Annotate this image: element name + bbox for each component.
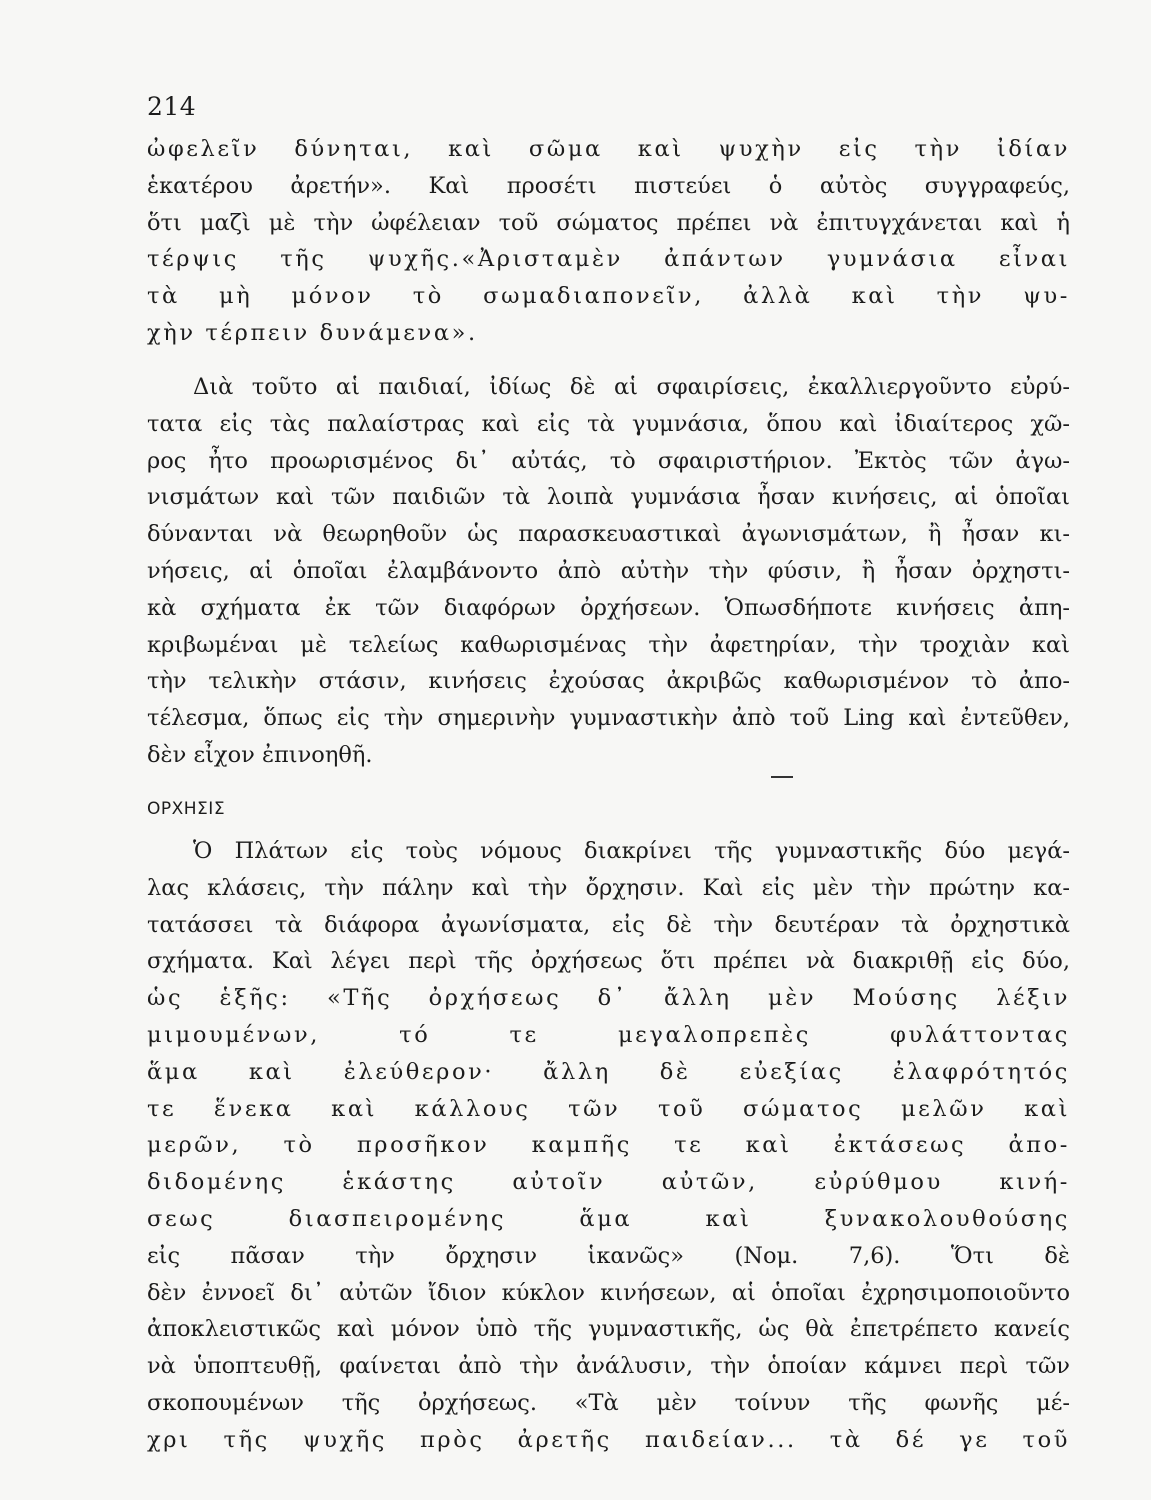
text-line: τέλεσμα, ὅπως εἰς τὴν σημερινὴν γυμναστικὴν ἀπὸ τοῦ Ling καὶ ἐντεῦθεν, bbox=[147, 705, 1070, 732]
text-line: Ὁ Πλάτων εἰς τοὺς νόμους διακρίνει τῆς γυμναστικῆς δύο μεγά- bbox=[193, 838, 1070, 864]
text-line: εἰς πᾶσαν τὴν ὄρχησιν ἱκανῶς» (Νομ. 7,6). Ὅτι δὲ bbox=[147, 1242, 1070, 1269]
text-line: σχήματα. Καὶ λέγει περὶ τῆς ὀρχήσεως ὅτι πρέπει νὰ διακριθῇ εἰς δύο, bbox=[147, 948, 1070, 975]
text-line: τὰ μὴ μόνον τὸ σωμαδιαπονεῖν, ἀλλὰ καὶ τὴν ψυ- bbox=[147, 283, 1070, 310]
section-heading: ΟΡΧΗΣΙΣ bbox=[147, 799, 226, 819]
text-line: διδομένης ἑκάστης αὐτοῖν αὐτῶν, εὐρύθμου κινή- bbox=[147, 1169, 1070, 1196]
text-line: μιμουμένων, τό τε μεγαλοπρεπὲς φυλάττοντας bbox=[147, 1021, 1070, 1048]
text-line: Διὰ τοῦτο αἱ παιδιαί, ἰδίως δὲ αἱ σφαιρίσεις, ἐκαλλιεργοῦντο εὐρύ- bbox=[193, 374, 1070, 400]
text-line: ἅμα καὶ ἐλεύθερον· ἄλλη δὲ εὐεξίας ἐλαφρότητός bbox=[147, 1058, 1070, 1085]
text-line: ὅτι μαζὶ μὲ τὴν ὠφέλειαν τοῦ σώματος πρέπει νὰ ἐπιτυγχάνεται καὶ ἡ bbox=[147, 209, 1070, 236]
text-line: τὴν τελικὴν στάσιν, κινήσεις ἐχούσας ἀκριβῶς καθωρισμένον τὸ ἀπο- bbox=[147, 668, 1070, 695]
text-line: χρι τῆς ψυχῆς πρὸς ἀρετῆς παιδείαν... τὰ δέ γε τοῦ bbox=[147, 1426, 1070, 1453]
paragraph-quote-continuation bbox=[147, 131, 1070, 352]
text-line: ἀποκλειστικῶς καὶ μόνον ὑπὸ τῆς γυμναστικῆς, ὡς θὰ ἐπετρέπετο κανείς bbox=[147, 1316, 1070, 1343]
text-line: κὰ σχήματα ἐκ τῶν διαφόρων ὀρχήσεων. Ὁπωσδήποτε κινήσεις ἀπη- bbox=[147, 594, 1070, 621]
text-line: σεως διασπειρομένης ἅμα καὶ ξυνακολουθούσης bbox=[147, 1205, 1070, 1232]
text-line: δύνανται νὰ θεωρηθοῦν ὡς παρασκευαστικαὶ ἀγωνισμάτων, ἢ ἦσαν κι- bbox=[147, 521, 1070, 548]
text-line: ὠφελεῖν δύνηται, καὶ σῶμα καὶ ψυχὴν εἰς τὴν ἰδίαν bbox=[147, 136, 1070, 162]
text-line: νήσεις, αἱ ὁποῖαι ἐλαμβάνοντο ἀπὸ αὐτὴν τὴν φύσιν, ἢ ἦσαν ὀρχηστι- bbox=[147, 557, 1070, 584]
text-line: δὲν εἶχον ἐπινοηθῆ. bbox=[147, 741, 373, 768]
text-line: χὴν τέρπειν δυνάμενα». bbox=[147, 319, 478, 346]
text-line: μερῶν, τὸ προσῆκον καμπῆς τε καὶ ἐκτάσεως ἀπο- bbox=[147, 1132, 1070, 1159]
section-separator bbox=[771, 776, 793, 778]
text-line: ρος ἦτο προωρισμένος δι᾿ αὐτάς, τὸ σφαιριστήριον. Ἐκτὸς τῶν ἀγω- bbox=[147, 447, 1070, 474]
text-line: τατάσσει τὰ διάφορα ἀγωνίσματα, εἰς δὲ τὴν δευτέραν τὰ ὀρχηστικὰ bbox=[147, 911, 1070, 938]
text-line: κριβωμέναι μὲ τελείως καθωρισμένας τὴν ἀφετηρίαν, τὴν τροχιὰν καὶ bbox=[147, 631, 1070, 658]
text-line: νὰ ὑποπτευθῇ, φαίνεται ἀπὸ τὴν ἀνάλυσιν, τὴν ὁποίαν κάμνει περὶ τῶν bbox=[147, 1353, 1070, 1380]
text-line: τατα εἰς τὰς παλαίστρας καὶ εἰς τὰ γυμνάσια, ὅπου καὶ ἰδιαίτερος χῶ- bbox=[147, 410, 1070, 437]
text-line: τε ἕνεκα καὶ κάλλους τῶν τοῦ σώματος μελῶν καὶ bbox=[147, 1095, 1070, 1122]
separator-glyph bbox=[0, 0, 1, 1]
text-line: ὡς ἑξῆς: «Τῆς ὀρχήσεως δ᾿ ἄλλη μὲν Μούσης λέξιν bbox=[147, 985, 1070, 1012]
paragraph-games bbox=[147, 369, 1070, 774]
paragraph-dance bbox=[147, 833, 1070, 1459]
text-line: δὲν ἐννοεῖ δι᾿ αὐτῶν ἴδιον κύκλον κινήσεων, αἱ ὁποῖαι ἐχρησιμοποιοῦντο bbox=[147, 1279, 1070, 1306]
page-number: 214 bbox=[147, 92, 197, 121]
text-line: λας κλάσεις, τὴν πάλην καὶ τὴν ὄρχησιν. Καὶ εἰς μὲν τὴν πρώτην κα- bbox=[147, 874, 1070, 901]
text-line: ἑκατέρου ἀρετήν». Καὶ προσέτι πιστεύει ὁ αὐτὸς συγγραφεύς, bbox=[147, 172, 1070, 199]
text-line: νισμάτων καὶ τῶν παιδιῶν τὰ λοιπὰ γυμνάσια ἦσαν κινήσεις, αἱ ὁποῖαι bbox=[147, 484, 1070, 511]
text-line: τέρψις τῆς ψυχῆς.«Ἀρισταμὲν ἀπάντων γυμνάσια εἶναι bbox=[147, 246, 1070, 273]
text-line: σκοπουμένων τῆς ὀρχήσεως. «Τὰ μὲν τοίνυν τῆς φωνῆς μέ- bbox=[147, 1389, 1070, 1416]
